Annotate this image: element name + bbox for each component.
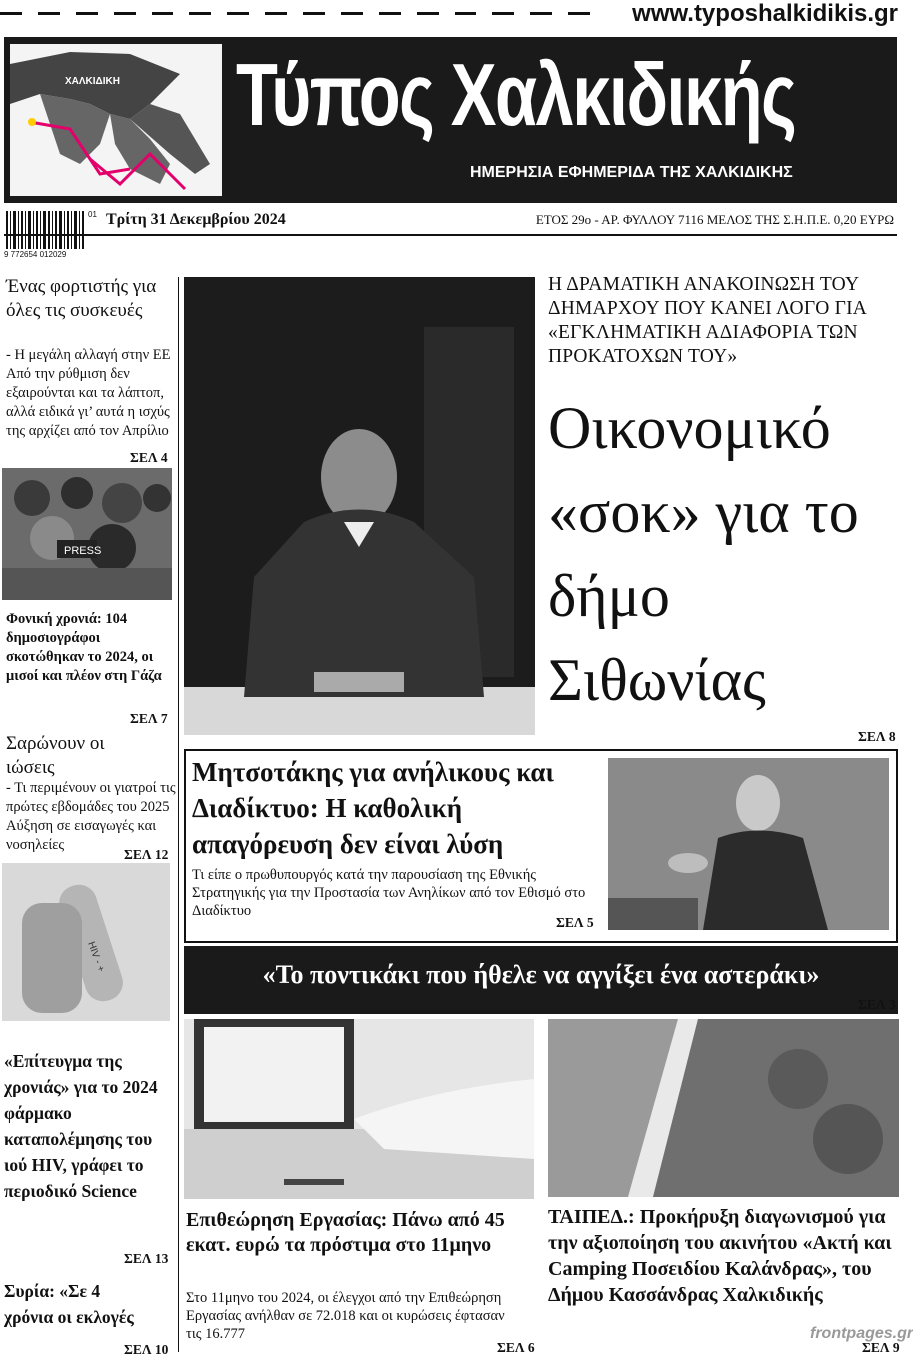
- mayor-photo: [184, 277, 535, 735]
- journalists-photo: [2, 468, 172, 600]
- halkidiki-map: [10, 44, 222, 196]
- sidebar-headline[interactable]: Φονική χρονιά: 104 δημοσιογράφοι σκοτώθηκαν το 2024, οι μισοί και πλέον στη Γάζα: [6, 611, 162, 684]
- issue-date: Τρίτη 31 Δεκεμβρίου 2024: [106, 211, 286, 228]
- issue-info: ΕΤΟΣ 29ο - ΑΡ. ΦΥΛΛΟΥ 7116 ΜΕΛΟΣ ΤΗΣ Σ.Η.Π.Ε. 0,20 ΕΥΡΩ: [535, 212, 894, 227]
- story2-headline[interactable]: Μητσοτάκης για ανήλικους και Διαδίκτυο: Η καθολική απαγόρευση δεν είναι λύση: [192, 757, 554, 859]
- sidebar-headline[interactable]: Ένας φορτιστής για όλες τις συσκευές: [6, 276, 157, 321]
- column-rule: [178, 277, 179, 1352]
- page-ref: ΣΕΛ 12: [124, 847, 169, 862]
- story4-headline[interactable]: ΤΑΙΠΕΔ.: Προκήρυξη διαγωνισμού για την αξιοποίηση του ακινήτου «Ακτή και Camping Ποσειδίου Καλάνδρας», του Δήμου Κασσάνδρας Χαλκιδικής: [548, 1206, 892, 1306]
- sidebar-summary: - Τι περιμένουν οι γιατροί τις πρώτες εβδομάδες του 2025 Αύξηση σε εισαγωγές και νοσηλείες: [6, 780, 176, 853]
- header-dash-rule: [0, 6, 590, 20]
- pm-photo: [608, 758, 889, 930]
- svg-text:PRESS: PRESS: [64, 545, 102, 557]
- page-ref: ΣΕΛ 3: [858, 997, 896, 1012]
- story3-headline[interactable]: Επιθεώρηση Εργασίας: Πάνω από 45 εκατ. ευρώ τα πρόστιμα στο 11μηνο: [186, 1209, 505, 1256]
- story2-summary: Τι είπε ο πρωθυπουργός κατά την παρουσίαση της Εθνικής Στρατηγικής για την Προστασία των Ανηλίκων από τον Εθισμό στο Διαδίκτυο: [192, 867, 586, 919]
- laptop-photo: [184, 1019, 534, 1199]
- page-ref: ΣΕΛ 4: [130, 450, 168, 465]
- main-kicker: Η ΔΡΑΜΑΤΙΚΗ ΑΝΑΚΟΙΝΩΣΗ ΤΟΥ ΔΗΜΑΡΧΟΥ ΠΟΥ ΚΑΝΕΙ ΛΟΓΟ ΓΙΑ «ΕΓΚΛΗΜΑΤΙΚΗ ΑΔΙΑΦΟΡΙΑ ΤΩΝ ΠΡΟΚΑΤΟΧΩΝ ΤΟΥ»: [548, 274, 867, 367]
- sidebar-summary: - Η μεγάλη αλλαγή στην ΕΕ Από την ρύθμιση δεν εξαιρούνται και τα λάπτοπ, αλλά ειδικά γι’ αυτά η ισχύς της αρχίζει από τον Απρίλιο: [6, 347, 171, 439]
- feature-band-title[interactable]: «Το ποντικάκι που ήθελε να αγγίξει ένα αστεράκι»: [262, 960, 820, 989]
- svg-text:HIV - +: HIV - +: [85, 940, 107, 974]
- newspaper-subtitle: ΗΜΕΡΗΣΙΑ ΕΦΗΜΕΡΙΔΑ ΤΗΣ ΧΑΛΚΙΔΙΚΗΣ: [470, 164, 793, 181]
- story3-summary: Στο 11μηνο του 2024, οι έλεγχοι από την Επιθεώρηση Εργασίας ανήλθαν σε 72.018 και οι κυρώσεις έφτασαν τις 16.777: [186, 1290, 505, 1342]
- barcode-issue: 01: [88, 210, 97, 219]
- sidebar-headline[interactable]: Σαρώνουν οι ιώσεις: [6, 733, 105, 778]
- newspaper-title: Τύπος Χαλκιδικής: [236, 45, 796, 144]
- page-ref: ΣΕΛ 6: [497, 1340, 535, 1355]
- sidebar-headline[interactable]: «Επίτευγμα της χρονιάς» για το 2024 φάρμακο καταπολέμησης του ιού HIV, γράφει το περιοδικό Science: [4, 1051, 158, 1201]
- main-headline[interactable]: Οικονομικό «σοκ» για το δήμο Σιθωνίας: [548, 395, 859, 713]
- beach-aerial-photo: [548, 1019, 899, 1197]
- page-ref: ΣΕΛ 9: [862, 1340, 900, 1355]
- barcode-number: 9 772654 012029: [4, 250, 67, 259]
- page-ref: ΣΕΛ 5: [556, 915, 594, 930]
- page-ref: ΣΕΛ 8: [858, 729, 896, 744]
- website-url[interactable]: www.typoshalkidikis.gr: [632, 0, 898, 27]
- header-rule: [4, 234, 897, 236]
- hiv-test-photo: [2, 863, 170, 1021]
- sidebar-headline[interactable]: Συρία: «Σε 4 χρόνια οι εκλογές: [4, 1281, 134, 1327]
- map-label: ΧΑΛΚΙΔΙΚΗ: [65, 76, 120, 87]
- page-ref: ΣΕΛ 10: [124, 1342, 169, 1357]
- watermark: frontpages.gr: [810, 1325, 913, 1342]
- page-ref: ΣΕΛ 7: [130, 711, 168, 726]
- page-ref: ΣΕΛ 13: [124, 1251, 169, 1266]
